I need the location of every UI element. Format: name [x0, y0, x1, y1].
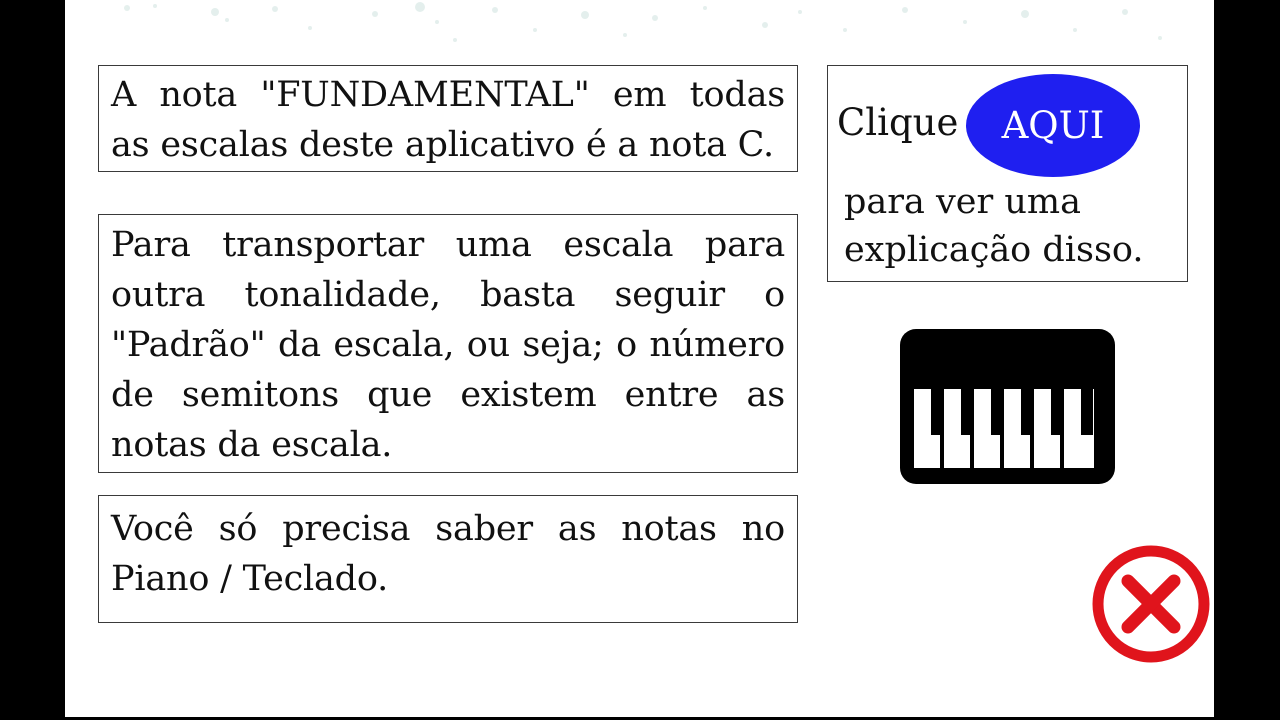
- transpose-tip-text: Para transportar uma escala para outra tonalidade, basta seguir o "Padrão" da escala, ou seja; o número de semitons que existem entre as notas da escala.: [111, 225, 785, 465]
- piano-note-box: [98, 495, 798, 623]
- content-panel: [65, 0, 1214, 717]
- fundamental-note-text: A nota "FUNDAMENTAL" em todas as escalas deste aplicativo é a nota C.: [111, 75, 785, 165]
- background-texture: [65, 0, 1214, 55]
- piano-keyboard-icon[interactable]: [900, 329, 1115, 484]
- explanation-button[interactable]: AQUI: [966, 74, 1140, 177]
- explanation-suffix-label: para ver uma explicação disso.: [844, 182, 1144, 270]
- explanation-box: [827, 65, 1188, 282]
- fundamental-note-box: [98, 65, 798, 172]
- click-prefix-label: Clique: [837, 101, 959, 144]
- piano-note-text: Você só precisa saber as notas no Piano / Teclado.: [111, 509, 785, 599]
- close-icon[interactable]: [1092, 545, 1210, 663]
- transpose-tip-box: [98, 214, 798, 473]
